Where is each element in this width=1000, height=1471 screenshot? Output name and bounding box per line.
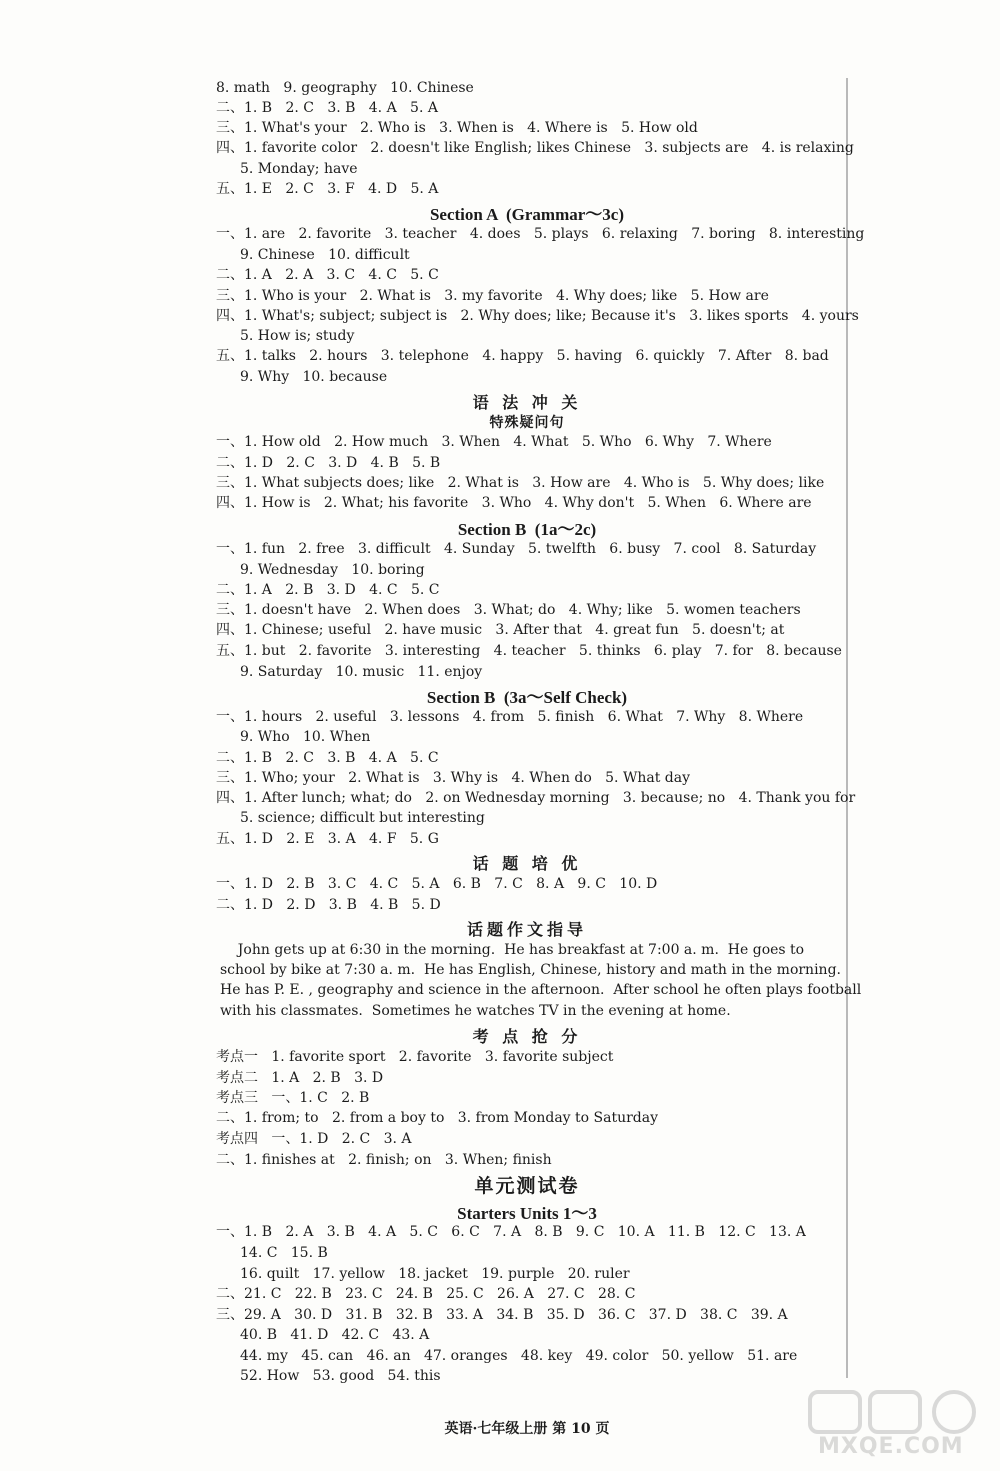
answer-line: 二、1. finishes at 2. finish; on 3. When; finish [216, 1152, 552, 1168]
answer-line: 三、1. Who is your 2. What is 3. my favorite 4. Why does; like 5. How are [216, 288, 769, 304]
answer-line: 一、1. B 2. A 3. B 4. A 5. C 6. C 7. A 8. B 9. C 10. A 11. B 12. C 13. A [216, 1224, 806, 1240]
answer-line: 四、1. After lunch; what; do 2. on Wednesday morning 3. because; no 4. Thank you for [216, 790, 856, 806]
answer-line: 一、1. How old 2. How much 3. When 4. What 5. Who 6. Why 7. Where [216, 434, 772, 450]
answer-line: 二、21. C 22. B 23. C 24. B 25. C 26. A 27. C 28. C [216, 1286, 636, 1302]
answer-line: 三、1. What subjects does; like 2. What is 3. How are 4. Who is 5. Why does; like [216, 475, 825, 491]
section-heading: 话 题 培 优 [472, 854, 582, 873]
answer-line: 14. C 15. B [240, 1245, 328, 1261]
answer-line: 9. Who 10. When [240, 729, 371, 745]
essay-line: He has P. E. , geography and science in the afternoon. After school he often plays football [220, 982, 862, 998]
answer-line: 一、1. are 2. favorite 3. teacher 4. does 5. plays 6. relaxing 7. boring 8. interesting [216, 226, 865, 242]
answer-line: 四、1. What's; subject; subject is 2. Why does; like; Because it's 3. likes sports 4. yours [216, 308, 859, 324]
answer-line: 二、1. A 2. A 3. C 4. C 5. C [216, 267, 439, 283]
answer-line: 五、1. E 2. C 3. F 4. D 5. A [216, 181, 439, 197]
answer-line: 五、1. but 2. favorite 3. interesting 4. teacher 5. thinks 6. play 7. for 8. because [216, 643, 842, 659]
answer-line: 一、1. hours 2. useful 3. lessons 4. from 5. finish 6. What 7. Why 8. Where [216, 709, 804, 725]
answer-line: 四、1. Chinese; useful 2. have music 3. After that 4. great fun 5. doesn't; at [216, 622, 785, 638]
answer-line: 8. math 9. geography 10. Chinese [216, 80, 474, 96]
watermark [806, 1388, 986, 1458]
answer-line: 二、1. from; to 2. from a boy to 3. from Monday to Saturday [216, 1110, 659, 1126]
answer-line: 三、1. Who; your 2. What is 3. Why is 4. When do 5. What day [216, 770, 691, 786]
page-footer: 英语·七年级上册 第 10 页 [444, 1421, 610, 1437]
essay-line: John gets up at 6:30 in the morning. He has breakfast at 7:00 a. m. He goes to [220, 942, 805, 958]
essay-line: with his classmates. Sometimes he watches TV in the evening at home. [220, 1003, 731, 1019]
section-heading: 单元测试卷 [474, 1175, 580, 1197]
answer-line: 9. Chinese 10. difficult [240, 247, 410, 263]
watermark-url: MXQE.COM [818, 1434, 964, 1459]
answer-line: 40. B 41. D 42. C 43. A [240, 1327, 430, 1343]
answer-line: 5. How is; study [240, 328, 355, 344]
answer-line: 考点一 1. favorite sport 2. favorite 3. favorite subject [216, 1049, 614, 1065]
column-divider [846, 78, 848, 1378]
answer-line: 二、1. A 2. B 3. D 4. C 5. C [216, 582, 440, 598]
answer-line: 三、1. doesn't have 2. When does 3. What; do 4. Why; like 5. women teachers [216, 602, 801, 618]
answer-line: 5. Monday; have [240, 161, 358, 177]
answer-line: 一、1. D 2. B 3. C 4. C 5. A 6. B 7. C 8. A 9. C 10. D [216, 876, 658, 892]
section-heading: 语 法 冲 关 [472, 393, 582, 412]
answer-line: 三、1. What's your 2. Who is 3. When is 4. Where is 5. How old [216, 120, 698, 136]
answer-line: 一、1. fun 2. free 3. difficult 4. Sunday 5. twelfth 6. busy 7. cool 8. Saturday [216, 541, 817, 557]
sub-heading: Starters Units 1～3 [457, 1204, 597, 1223]
answer-line: 二、1. B 2. C 3. B 4. A 5. A [216, 100, 438, 116]
sub-heading: 特殊疑问句 [489, 415, 565, 431]
section-heading: Section A (Grammar～3c) [429, 205, 625, 224]
answer-line: 9. Wednesday 10. boring [240, 562, 425, 578]
watermark-logo [806, 1388, 986, 1436]
answer-line: 四、1. How is 2. What; his favorite 3. Who 4. Why don't 5. When 6. Where are [216, 495, 812, 511]
answer-line: 16. quilt 17. yellow 18. jacket 19. purple 20. ruler [240, 1266, 630, 1282]
essay-line: school by bike at 7:30 a. m. He has English, Chinese, history and math in the morning. [220, 962, 841, 978]
answer-line: 考点二 1. A 2. B 3. D [216, 1070, 384, 1086]
answer-line: 二、1. D 2. C 3. D 4. B 5. B [216, 455, 441, 471]
section-heading: 考 点 抢 分 [472, 1027, 582, 1046]
answer-line: 5. science; difficult but interesting [240, 810, 485, 826]
section-heading: 话题作文指导 [466, 920, 587, 939]
answer-line: 考点三 一、1. C 2. B [216, 1090, 370, 1106]
answer-line: 四、1. favorite color 2. doesn't like English; likes Chinese 3. subjects are 4. is relaxing [216, 140, 854, 156]
answer-line: 三、29. A 30. D 31. B 32. B 33. A 34. B 35. D 36. C 37. D 38. C 39. A [216, 1307, 788, 1323]
answer-line: 考点四 一、1. D 2. C 3. A [216, 1131, 412, 1147]
answer-line: 52. How 53. good 54. this [240, 1368, 441, 1384]
answer-line: 二、1. B 2. C 3. B 4. A 5. C [216, 750, 439, 766]
answer-line: 9. Saturday 10. music 11. enjoy [240, 664, 483, 680]
answer-line: 五、1. talks 2. hours 3. telephone 4. happy 5. having 6. quickly 7. After 8. bad [216, 348, 829, 364]
answer-line: 9. Why 10. because [240, 369, 388, 385]
answer-line: 44. my 45. can 46. an 47. oranges 48. key 49. color 50. yellow 51. are [240, 1348, 798, 1364]
answer-line: 二、1. D 2. D 3. B 4. B 5. D [216, 897, 441, 913]
section-heading: Section B (1a～2c) [457, 520, 597, 539]
section-heading: Section B (3a～Self Check) [426, 688, 628, 707]
answer-line: 五、1. D 2. E 3. A 4. F 5. G [216, 831, 439, 847]
